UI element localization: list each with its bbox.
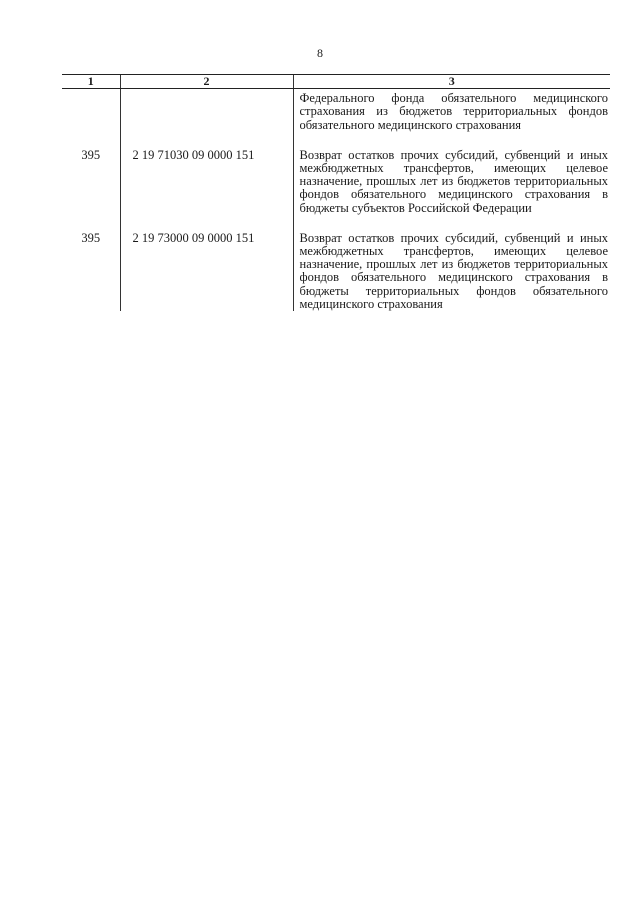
column-header-2: 2 — [120, 75, 293, 89]
description-cell: Возврат остатков прочих субсидий, субвенций и иных межбюджетных трансфертов, имеющих целевое назначение, прошлых лет из бюджетов территориальных фондов обязательного медицинского страхования в бюджеты субъектов Российской Федерации — [293, 146, 610, 215]
budget-code-cell: 2 19 71030 09 0000 151 — [120, 146, 293, 215]
admin-code-cell: 395 — [81, 230, 101, 245]
column-header-1: 1 — [62, 75, 120, 89]
row-spacer — [62, 132, 610, 146]
budget-code-cell — [120, 89, 293, 132]
table-header-row — [62, 75, 610, 89]
budget-code-cell: 2 19 73000 09 0000 151 — [120, 229, 293, 311]
page-number: 8 — [317, 46, 323, 60]
admin-code-cell — [62, 89, 120, 132]
table-row — [62, 89, 610, 132]
description-cell: Федерального фонда обязательного медицинского страхования из бюджетов территориальных фондов обязательного медицинского страхования — [293, 89, 610, 132]
table-row — [62, 146, 610, 215]
column-header-3: 3 — [293, 75, 610, 89]
budget-code-table — [62, 74, 610, 311]
table-row — [62, 229, 610, 311]
row-spacer — [62, 215, 610, 229]
description-cell: Возврат остатков прочих субсидий, субвенций и иных межбюджетных трансфертов, имеющих целевое назначение, прошлых лет из бюджетов территориальных фондов обязательного медицинского страхования в бюджеты территориальных фондов обязательного медицинского страхования — [293, 229, 610, 311]
admin-code-cell: 395 — [81, 147, 101, 162]
